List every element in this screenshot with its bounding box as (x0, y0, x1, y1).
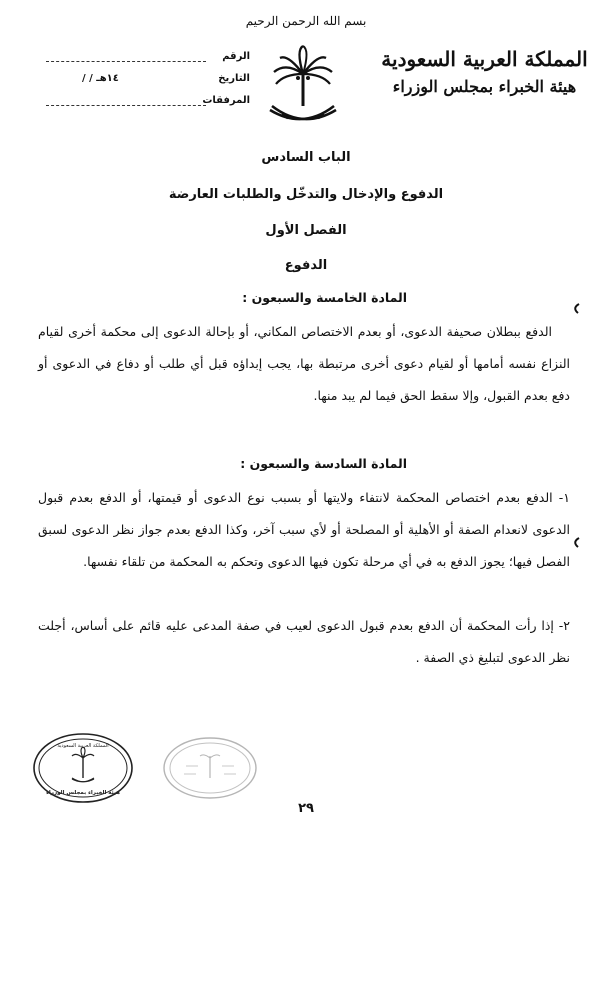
organization-name (377, 44, 592, 100)
number-blank (46, 49, 206, 62)
article-title: المادة السادسة والسبعون : (240, 456, 407, 471)
article-body: الدفع ببطلان صحيفة الدعوى، أو بعدم الاختصاص المكاني، أو بإحالة الدعوى إلى محكمة أخرى لقيام النزاع نفسه أمامها أو لقيام دعوى أخرى مرتبطة بها، يجب إبداؤه قبل أي طلب أو دفاع في الدعوى أو دفع بعدم القبول، وإلا سقط الحق فيما لم يبد منها. (38, 324, 570, 403)
seal-text: المملكة العربية السعودية (57, 743, 109, 749)
margin-mark-icon (570, 536, 582, 548)
article-item: ١- الدفع بعدم اختصاص المحكمة لانتفاء ولايتها أو بسبب نوع الدعوى أو قيمتها، أو الدفع بعدم قبول الدعوى لانعدام الصفة أو الأهلية أو المصلحة أو لأي سبب آخر، وكذا الدفع بعدم جواز نظر الدعوى لسبق الفصل فيها؛ يجوز الدفع به في أي مرحلة تكون فيها الدعوى وتحكم به المحكمة من تلقاء نفسها. (38, 490, 570, 569)
seal-text: هيئة الخبراء بمجلس الوزراء (46, 790, 120, 796)
number-row (40, 40, 250, 62)
number-label: الرقم (222, 51, 250, 62)
official-seal (32, 732, 134, 804)
attachments-label: المرفقات (202, 95, 250, 106)
basmala: بسم الله الرحمن الرحيم (245, 14, 367, 28)
article-title: المادة الخامسة والسبعون : (242, 290, 407, 305)
article-item: ٢- إذا رأت المحكمة أن الدفع بعدم قبول الدعوى لعيب في صفة المدعى عليه قائم على أساس، أجلت نظر الدعوى لتبليغ ذي الصفة . (38, 618, 570, 665)
country-name: المملكة العربية السعودية (381, 47, 588, 71)
chapter-title: الدفوع (284, 258, 328, 273)
article-text (38, 316, 570, 412)
chapter-heading: الفصل الأول (265, 223, 347, 238)
attachments-row (40, 84, 250, 106)
page-number: ٢٩ (298, 801, 314, 816)
part-title: الدفوع والإدخال والتدخّل والطلبات العارضة (168, 187, 444, 202)
attachments-blank (46, 93, 206, 106)
faint-stamp (162, 736, 258, 800)
margin-mark-icon (570, 302, 582, 314)
saudi-emblem-icon (266, 44, 340, 134)
date-row (40, 62, 250, 84)
date-value: / / ١٤هـ (82, 73, 119, 84)
document-reference-block (40, 40, 250, 106)
date-label: التاريخ (218, 73, 250, 84)
authority-name: هيئة الخبراء بمجلس الوزراء (392, 77, 577, 96)
part-heading: الباب السادس (261, 150, 351, 165)
